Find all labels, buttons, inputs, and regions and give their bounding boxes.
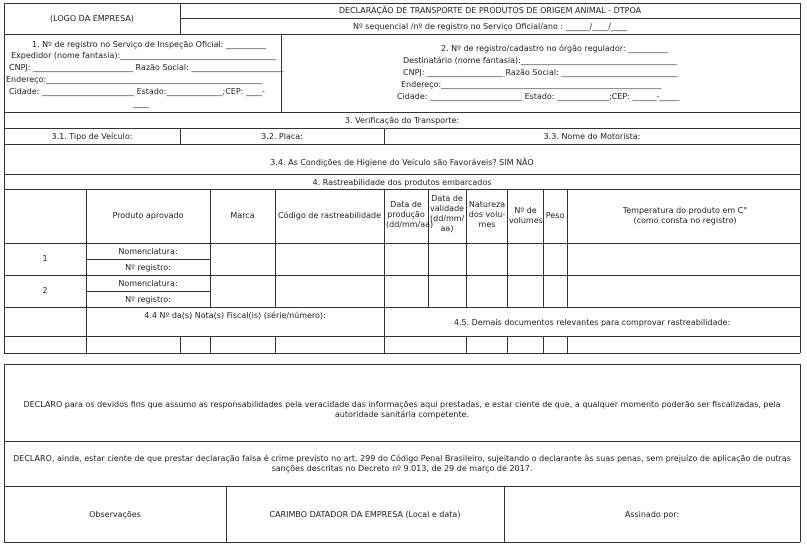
receiver-registration-field[interactable]: 2. Nº de registro/cadastro no órgão regulador: __________ xyxy=(441,44,669,53)
sequence-number-field[interactable]: Nº sequencial /nº de registro no Serviço Oficial/ano : ______/____/____ xyxy=(352,22,628,31)
row-nomenclature-field[interactable]: Nomenclatura: xyxy=(118,247,178,256)
other-documents-field[interactable]: 4.5. Demais documentos relevantes para comprovar rastreabilidade: xyxy=(453,318,731,327)
receiver-city-field[interactable]: Cidade: _______________________ Estado: _____________;CEP: ______-_____ xyxy=(397,92,680,101)
col-weight: Peso xyxy=(545,211,565,220)
col-nature: Natureza dos volu- mes xyxy=(468,200,506,229)
sender-cep-continuation[interactable]: ____ xyxy=(133,99,149,108)
company-stamp-field[interactable]: CARIMBO DATADOR DA EMPRESA (Local e data) xyxy=(269,510,461,519)
row-nomenclature-field[interactable]: Nomenclatura: xyxy=(118,279,178,288)
logo-placeholder: (LOGO DA EMPRESA) xyxy=(50,14,134,23)
row-registration-field[interactable]: Nº registro: xyxy=(125,263,171,272)
declaration-false-statement: DECLARO, ainda, estar ciente de que prestar declaração falsa é crime previsto no art. 299 do Código Penal Brasileiro, sujeitando o declarante às suas penas, sem prejuízo de aplicação de outras sanções descritas no Decreto nº 9.013, de 29 de março de 2017. xyxy=(13,454,791,473)
row-number: 2 xyxy=(42,286,48,295)
col-volumes: Nº de volumes xyxy=(509,206,543,225)
col-product: Produto aprovado xyxy=(112,211,184,220)
row-registration-field[interactable]: Nº registro: xyxy=(125,295,171,304)
receiver-fantasy-name-field[interactable]: Destinatário (nome fantasia):_______________________________________ xyxy=(403,56,677,65)
sender-registration-field[interactable]: 1. Nº de registro no Serviço de Inspeção Oficial: __________ xyxy=(32,40,266,49)
vehicle-type-field[interactable]: 3.1. Tipo de Veículo: xyxy=(51,132,133,141)
row-number: 1 xyxy=(42,254,48,263)
form-title: DECLARAÇÃO DE TRANSPORTE DE PRODUTOS DE ORIGEM ANIMAL - DTPOA xyxy=(338,6,642,15)
vehicle-plate-field[interactable]: 3.2. Placa: xyxy=(261,132,303,141)
hygiene-question[interactable]: 3.4. As Condições de Higiene do Veículo são Favoráveis? SIM NÃO xyxy=(270,158,534,167)
col-validity-date: Data de validade (dd/mm/ aa) xyxy=(430,194,465,233)
sender-cnpj-field[interactable]: CNPJ: _________________________ Razão Social: _______________________ xyxy=(9,63,284,72)
invoice-numbers-field[interactable]: 4.4 Nº da(s) Nota(s) Fiscal(is) (série/número): xyxy=(144,311,326,320)
sender-fantasy-name-field[interactable]: Expedidor (nome fantasia):_______________________________________ xyxy=(11,51,277,60)
declaration-responsibility: DECLARO para os devidos fins que assumo as responsabilidades pela veracidade das informações aqui prestadas, e estar ciente de que, a qualquer momento poderão ser fiscalizadas, pela autoridade sanitária competente. xyxy=(23,400,781,419)
col-trace-code: Código de rastreabilidade xyxy=(278,211,381,220)
sender-address-field[interactable]: Endereço:______________________________________________________ xyxy=(6,75,263,84)
col-temperature: Temperatura do produto em C° (como consta no registro) xyxy=(622,206,748,225)
signature-field[interactable]: Assinado por: xyxy=(624,510,680,519)
sender-city-field[interactable]: Cidade: _______________________ Estado:______________;CEP: ____- xyxy=(9,87,265,96)
traceability-heading: 4. Rastreabilidade dos produtos embarcados xyxy=(312,178,492,187)
col-brand: Marca xyxy=(230,211,255,220)
observations-field[interactable]: Observações xyxy=(89,510,141,519)
receiver-address-field[interactable]: Endereço:_______________________________________________________ xyxy=(401,80,662,89)
receiver-cnpj-field[interactable]: CNPJ: ___________________ Razão Social: _____________________________ xyxy=(403,68,678,77)
col-production-date: Data de produção (dd/mm/aa) xyxy=(386,200,434,229)
transport-heading: 3. Verificação do Transporte: xyxy=(344,116,460,125)
driver-name-field[interactable]: 3.3. Nome do Motorista: xyxy=(543,132,641,141)
